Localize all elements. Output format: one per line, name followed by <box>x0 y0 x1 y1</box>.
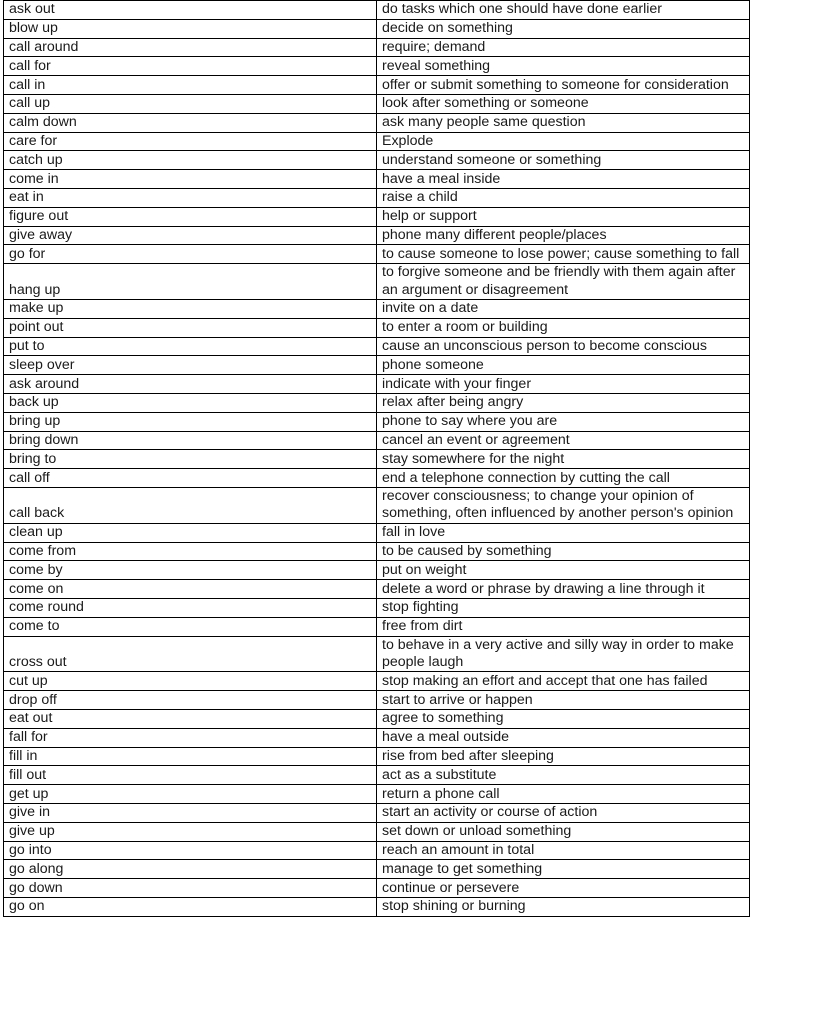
meaning-cell: look after something or someone <box>377 94 750 113</box>
phrase-cell: go on <box>4 897 377 916</box>
meaning-cell: to behave in a very active and silly way in order to make people laugh <box>377 636 750 672</box>
meaning-cell: free from dirt <box>377 617 750 636</box>
table-row <box>4 747 750 766</box>
meaning-cell: end a telephone connection by cutting the call <box>377 469 750 488</box>
phrase-cell: make up <box>4 299 377 318</box>
phrase-cell: give away <box>4 226 377 245</box>
table-row <box>4 226 750 245</box>
phrase-cell: fall for <box>4 728 377 747</box>
phrase-cell: give up <box>4 822 377 841</box>
table-row <box>4 245 750 264</box>
phrase-cell: come to <box>4 617 377 636</box>
table-row <box>4 803 750 822</box>
table-row <box>4 897 750 916</box>
meaning-cell: to enter a room or building <box>377 318 750 337</box>
meaning-cell: phone many different people/places <box>377 226 750 245</box>
meaning-cell: to cause someone to lose power; cause something to fall <box>377 245 750 264</box>
meaning-cell: phone someone <box>377 356 750 375</box>
phrase-cell: come on <box>4 580 377 599</box>
table-row <box>4 860 750 879</box>
phrase-cell: call around <box>4 38 377 57</box>
table-row <box>4 561 750 580</box>
table-row <box>4 337 750 356</box>
meaning-cell: do tasks which one should have done earlier <box>377 1 750 20</box>
phrase-cell: fill in <box>4 747 377 766</box>
phrase-cell: come by <box>4 561 377 580</box>
phrase-cell: drop off <box>4 691 377 710</box>
meaning-cell: stay somewhere for the night <box>377 450 750 469</box>
table-row <box>4 94 750 113</box>
table-row <box>4 299 750 318</box>
table-row <box>4 822 750 841</box>
table-row <box>4 1 750 20</box>
phrase-cell: calm down <box>4 113 377 132</box>
phrase-cell: eat out <box>4 709 377 728</box>
phrase-cell: bring down <box>4 431 377 450</box>
phrase-cell: put to <box>4 337 377 356</box>
meaning-cell: indicate with your finger <box>377 375 750 394</box>
phrase-cell: go into <box>4 841 377 860</box>
table-row <box>4 728 750 747</box>
table-row <box>4 113 750 132</box>
phrase-cell: hang up <box>4 264 377 300</box>
table-row <box>4 151 750 170</box>
meaning-cell: raise a child <box>377 188 750 207</box>
table-row <box>4 431 750 450</box>
table-row <box>4 412 750 431</box>
meaning-cell: decide on something <box>377 19 750 38</box>
meaning-cell: reveal something <box>377 57 750 76</box>
meaning-cell: have a meal outside <box>377 728 750 747</box>
table-row <box>4 691 750 710</box>
table-row <box>4 132 750 151</box>
phrase-cell: care for <box>4 132 377 151</box>
meaning-cell: offer or submit something to someone for consideration <box>377 76 750 95</box>
table-row <box>4 19 750 38</box>
meaning-cell: put on weight <box>377 561 750 580</box>
table-row <box>4 598 750 617</box>
phrase-cell: point out <box>4 318 377 337</box>
meaning-cell: start an activity or course of action <box>377 803 750 822</box>
table-row <box>4 450 750 469</box>
phrase-cell: blow up <box>4 19 377 38</box>
phrase-cell: come round <box>4 598 377 617</box>
meaning-cell: fall in love <box>377 523 750 542</box>
table-row <box>4 709 750 728</box>
phrasal-verb-table <box>3 0 750 917</box>
meaning-cell: stop shining or burning <box>377 897 750 916</box>
table-row <box>4 617 750 636</box>
phrase-cell: get up <box>4 785 377 804</box>
meaning-cell: rise from bed after sleeping <box>377 747 750 766</box>
meaning-cell: manage to get something <box>377 860 750 879</box>
phrase-cell: bring to <box>4 450 377 469</box>
phrase-cell: call in <box>4 76 377 95</box>
phrase-cell: call up <box>4 94 377 113</box>
table-row <box>4 318 750 337</box>
meaning-cell: require; demand <box>377 38 750 57</box>
phrase-cell: call back <box>4 487 377 523</box>
phrase-cell: bring up <box>4 412 377 431</box>
table-row <box>4 393 750 412</box>
table-row <box>4 672 750 691</box>
phrasal-verb-table-body <box>4 1 750 917</box>
table-row <box>4 207 750 226</box>
table-row <box>4 57 750 76</box>
phrase-cell: call for <box>4 57 377 76</box>
table-row <box>4 170 750 189</box>
phrase-cell: ask out <box>4 1 377 20</box>
meaning-cell: to forgive someone and be friendly with them again after an argument or disagreement <box>377 264 750 300</box>
phrase-cell: call off <box>4 469 377 488</box>
meaning-cell: phone to say where you are <box>377 412 750 431</box>
table-row <box>4 766 750 785</box>
phrase-cell: go down <box>4 879 377 898</box>
table-row <box>4 375 750 394</box>
table-row <box>4 523 750 542</box>
meaning-cell: agree to something <box>377 709 750 728</box>
phrase-cell: fill out <box>4 766 377 785</box>
meaning-cell: stop making an effort and accept that one has failed <box>377 672 750 691</box>
table-row <box>4 580 750 599</box>
table-row <box>4 264 750 300</box>
meaning-cell: return a phone call <box>377 785 750 804</box>
table-row <box>4 356 750 375</box>
table-row <box>4 188 750 207</box>
phrase-cell: give in <box>4 803 377 822</box>
meaning-cell: help or support <box>377 207 750 226</box>
table-row <box>4 785 750 804</box>
meaning-cell: to be caused by something <box>377 542 750 561</box>
phrase-cell: go for <box>4 245 377 264</box>
phrase-cell: back up <box>4 393 377 412</box>
phrase-cell: ask around <box>4 375 377 394</box>
phrase-cell: come from <box>4 542 377 561</box>
phrase-cell: figure out <box>4 207 377 226</box>
meaning-cell: set down or unload something <box>377 822 750 841</box>
meaning-cell: invite on a date <box>377 299 750 318</box>
meaning-cell: continue or persevere <box>377 879 750 898</box>
meaning-cell: act as a substitute <box>377 766 750 785</box>
table-row <box>4 841 750 860</box>
phrase-cell: come in <box>4 170 377 189</box>
meaning-cell: ask many people same question <box>377 113 750 132</box>
phrase-cell: catch up <box>4 151 377 170</box>
phrase-cell: go along <box>4 860 377 879</box>
table-row <box>4 38 750 57</box>
meaning-cell: understand someone or something <box>377 151 750 170</box>
phrase-cell: cut up <box>4 672 377 691</box>
meaning-cell: start to arrive or happen <box>377 691 750 710</box>
table-row <box>4 542 750 561</box>
meaning-cell: stop fighting <box>377 598 750 617</box>
meaning-cell: recover consciousness; to change your opinion of something, often influenced by another person's opinion <box>377 487 750 523</box>
phrase-cell: eat in <box>4 188 377 207</box>
meaning-cell: cancel an event or agreement <box>377 431 750 450</box>
meaning-cell: delete a word or phrase by drawing a line through it <box>377 580 750 599</box>
table-row <box>4 879 750 898</box>
phrase-cell: cross out <box>4 636 377 672</box>
meaning-cell: relax after being angry <box>377 393 750 412</box>
phrase-cell: sleep over <box>4 356 377 375</box>
meaning-cell: have a meal inside <box>377 170 750 189</box>
meaning-cell: Explode <box>377 132 750 151</box>
meaning-cell: cause an unconscious person to become conscious <box>377 337 750 356</box>
table-row <box>4 636 750 672</box>
phrase-cell: clean up <box>4 523 377 542</box>
table-row <box>4 487 750 523</box>
meaning-cell: reach an amount in total <box>377 841 750 860</box>
table-row <box>4 469 750 488</box>
table-row <box>4 76 750 95</box>
